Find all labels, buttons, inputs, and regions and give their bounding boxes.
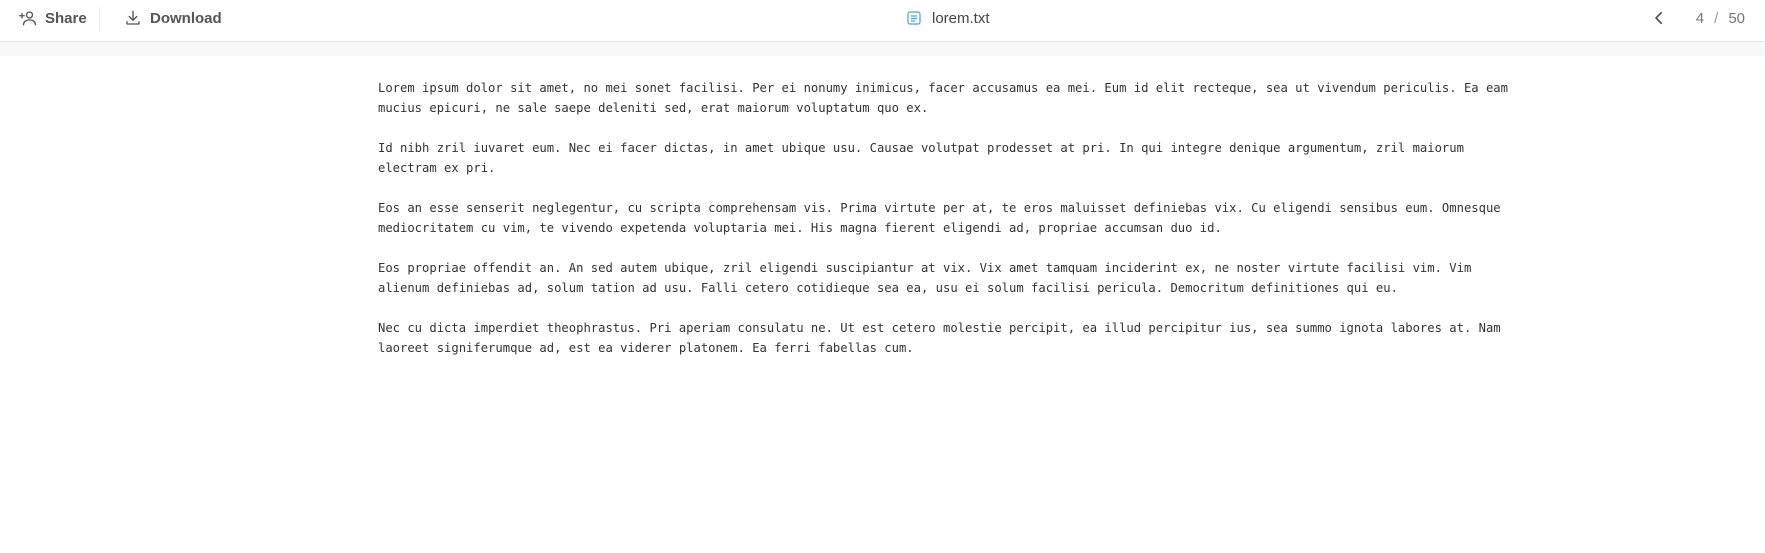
paragraph: Nec cu dicta imperdiet theophrastus. Pri aperiam consulatu ne. Ut est cetero molestie percipit, ea illud percipitur ius, sea summo ignota labores at. Nam laoreet signiferumque ad, est ea viderer platonem. Ea ferri fabellas cum. [378,321,1501,355]
current-page: 4 [1695,9,1705,27]
download-label: Download [150,9,222,27]
total-pages: 50 [1728,9,1745,27]
paragraph: Eos an esse senserit neglegentur, cu scripta comprehensam vis. Prima virtute per at, te eros maluisset definiebas vix. Cu eligendi sensibus eum. Omnesque mediocritatem cu vim, te vivendo expetenda voluptaria mei. His magna fierent eligendi ad, propriae accumsan duo id. [378,201,1501,235]
document-content [378,78,1528,378]
share-label: Share [45,9,87,27]
page-separator: / [1714,9,1719,27]
paragraph: Lorem ipsum dolor sit amet, no mei sonet facilisi. Per ei nonumy inimicus, facer accusamus ea mei. Eum id elit recteque, sea ut vivendum periculis. Ea eam mucius epicuri, ne sale saepe deleniti sed, erat maiorum voluptatum quo ex. [378,81,1508,115]
toolbar-band [0,42,1765,56]
download-icon [124,9,142,27]
download-button[interactable] [124,0,222,36]
share-button[interactable] [19,0,87,36]
text-file-icon [906,10,922,26]
toolbar-divider [99,7,100,31]
viewer-toolbar [0,0,1765,42]
person-add-icon [19,9,37,27]
chevron-left-icon [1650,9,1668,27]
paragraph: Id nibh zril iuvaret eum. Nec ei facer dictas, in amet ubique usu. Causae volutpat prodesset at pri. In qui integre denique argumentum, zril maiorum electram ex pri. [378,141,1464,175]
page-navigator [1650,0,1745,36]
previous-page-button[interactable] [1650,9,1668,27]
paragraph: Eos propriae offendit an. An sed autem ubique, zril eligendi suscipiantur at vix. Vix amet tamquam inciderint ex, ne noster virtute facilisi vim. Vim alienum definiebas ad, solum tation ad usu. Falli cetero cotidieque sea ea, usu ei solum facilisi pericula. Democritum definitiones qui eu. [378,261,1472,295]
file-name: lorem.txt [932,9,990,27]
file-title [906,0,990,36]
